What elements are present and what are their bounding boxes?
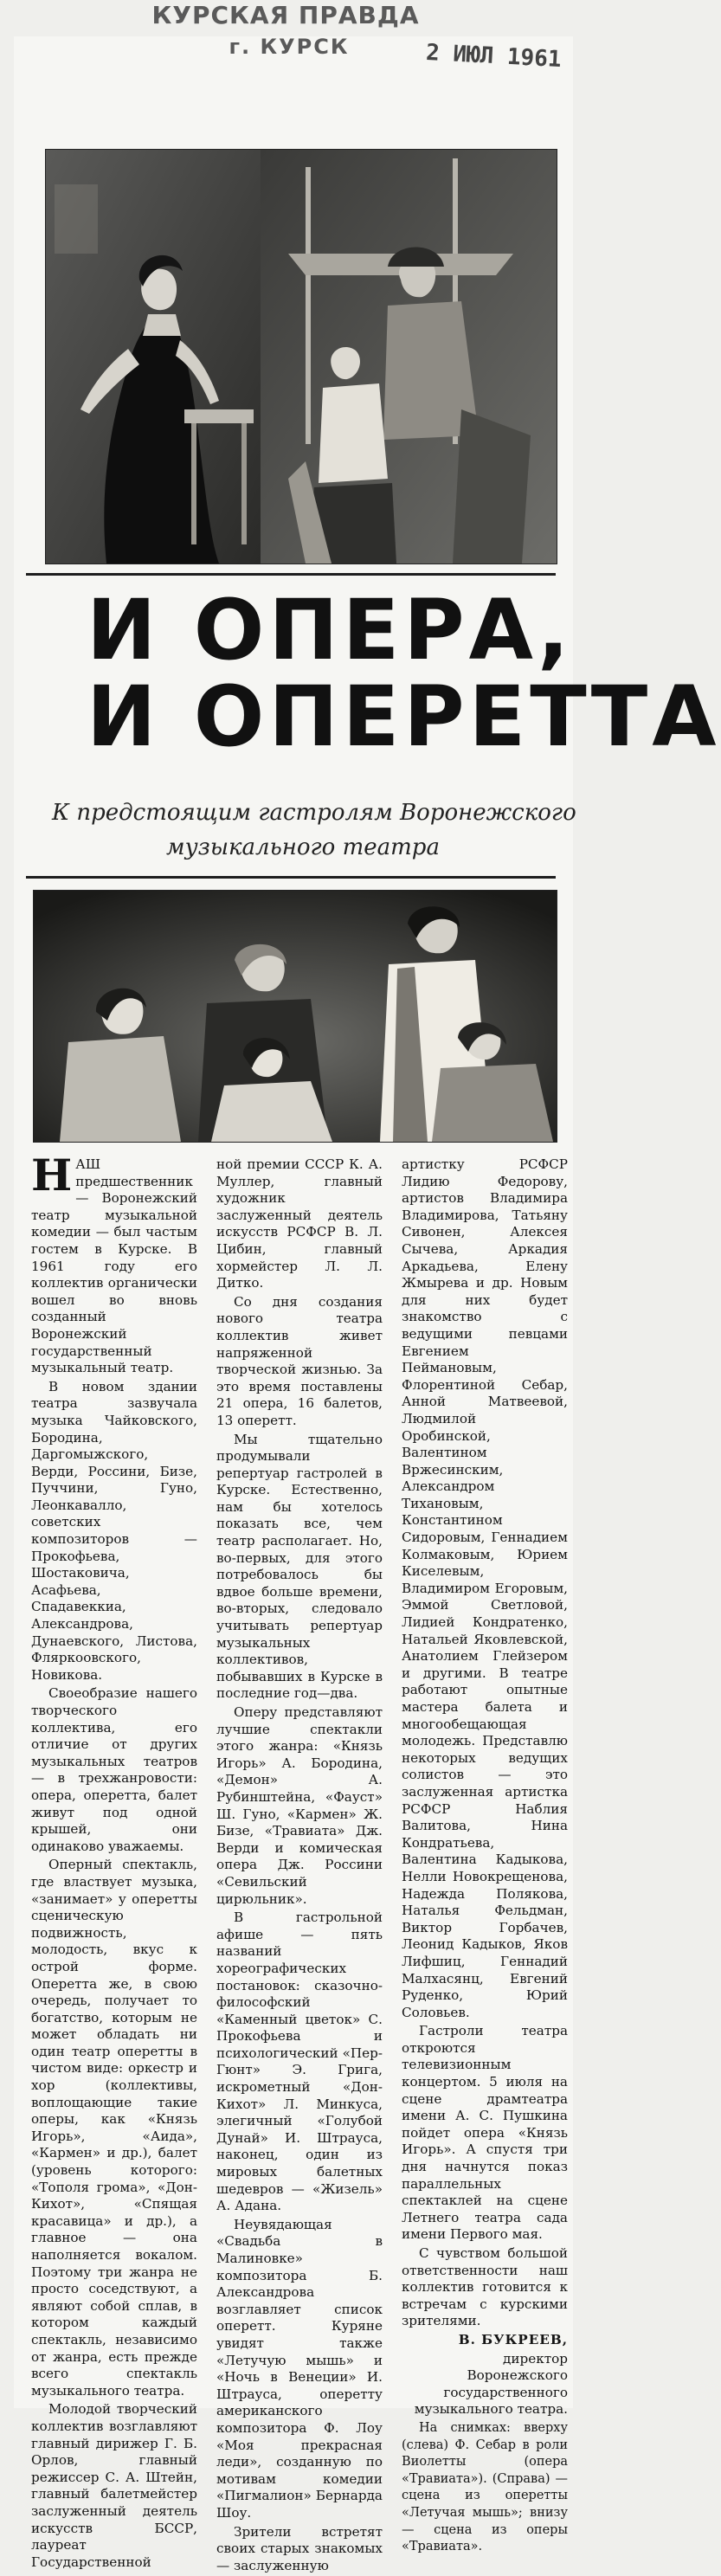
- ensemble-photo: [33, 890, 557, 1143]
- paragraph: Мы тщательно продумывали репертуар гастролей в Курске. Естественно, нам бы хотелось показать все, чем театр располагает. Но, во-первых, для этого потребовалось бы вдвое больше времени, во-вторых, следовало учитывать репертуар музыкальных коллективов, побывавших в Курске в последние год—два.: [216, 1431, 383, 1702]
- paragraph: Со дня создания нового театра коллектив живет напряженной творческой жизнью. За это время поставлены 21 опера, 16 балетов, 13 оперетт.: [216, 1293, 383, 1428]
- paragraph: Зрители встретят своих старых знакомых — заслуженную: [216, 2523, 383, 2573]
- newspaper-city: г. КУРСК: [229, 35, 350, 59]
- article-column-1: [31, 1150, 197, 2573]
- date-stamp: 2 ИЮЛ 1961: [425, 39, 563, 74]
- drop-cap: Н: [31, 1150, 73, 1201]
- divider-top: [26, 573, 556, 576]
- paragraph: артистку РСФСР Лидию Федорову, артистов Владимира Владимирова, Татьяну Сивонен, Алексея Сычева, Аркадия Аркадьева, Елену Жмырева и др. Новым для них будет знакомство с ведущими певцами Евгением Пеймановым, Флорентиной Себар, Анной Матвеевой, Людмилой Оробинской, Валентином Вржесинским, Александром Тихановым, Константином Сидоровым, Геннадием Колмаковым, Юрием Киселевым, Владимиром Егоровым, Эммой Светловой, Лидией Кондратенко, Натальей Яковлевской, Анатолием Глейзером и другими. В театре работают опытные мастера балета и многообещающая молодежь. Представлю некоторых ведущих солистов — это заслуженная артистка РСФСР Наблия Валитова, Нина Кондратьева, Валентина Кадыкова, Нелли Новокрещенова, Надежда Полякова, Наталья Фельдман, Виктор Горбачев, Леонид Кадыков, Яков Лифшиц, Геннадий Малхасянц, Евгений Руденко, Юрий Соловьев.: [402, 1156, 568, 2020]
- paragraph-text: АШ предшественник — Воронежский театр музыкальной комедии — был частым гостем в Курске. В 1961 году его коллектив органически вошел во вновь созданный Воронежский государственный музыкальный театр.: [31, 1156, 197, 1376]
- newspaper-name: КУРСКАЯ ПРАВДА: [151, 1, 420, 29]
- author-signature: В. БУКРЕЕВ,: [458, 2331, 568, 2347]
- paragraph: ной премии СССР К. А. Муллер, главный художник заслуженный деятель искусств РСФСР В. Л. Цибин, главный хормейстер Л. Л. Дитко.: [216, 1156, 383, 1291]
- author-position: директор Воронежского государственного музыкального театра.: [414, 2350, 568, 2418]
- headline-line-1: И ОПЕРА,: [87, 582, 574, 679]
- headline-line-2: И ОПЕРЕТТА: [87, 668, 721, 765]
- paragraph: Оперу представляют лучшие спектакли этого жанра: «Князь Игорь» А. Бородина, «Демон» А. Рубинштейна, «Фауст» Ш. Гуно, «Кармен» Ж. Бизе, «Травиата» Дж. Верди и комическая опера Дж. Россини «Севильский цирюльник».: [216, 1704, 383, 1907]
- photo-caption: На снимках: вверху (слева) Ф. Себар в роли Виолетты (опера «Травиата»). (Справа) — сцена из оперетты «Летучая мышь»; внизу — сцена из оперы «Травиата».: [402, 2420, 568, 2554]
- subtitle-line-2: музыкального театра: [166, 834, 440, 860]
- divider-bottom: [26, 876, 556, 879]
- subtitle-line-1: К предстоящим гастролям Воронежского: [52, 800, 576, 826]
- paragraph: В новом здании театра зазвучала музыка Чайковского, Бородина, Даргомыжского, Верди, Россини, Бизе, Пуччини, Гуно, Леонкавалло, советских композиторов — Прокофьева, Шостаковича, Асафьева, Спадавеккиа, Александрова, Дунаевского, Листова, Фляркоовского, Новикова.: [31, 1378, 197, 1683]
- paragraph: Своеобразие нашего творческого коллектива, его отличие от других музыкальных театров — в трехжанровости: опера, оперетта, балет живут под одной крышей, они одинаково уважаемы.: [31, 1685, 197, 1854]
- paragraph: [31, 1150, 197, 1377]
- article-column-2: [216, 1156, 383, 2576]
- paragraph: Неувядающая «Свадьба в Малиновке» композитора Б. Александрова возглавляет список оперетт. Куряне увидят также «Летучую мышь» и «Ночь в Венеции» И. Штрауса, оперетту американского композитора Ф. Лоу «Моя прекрасная леди», созданную по мотивам комедии «Пигмалион» Бернарда Шоу.: [216, 2216, 383, 2521]
- paragraph: Гастроли театра откроются телевизионным концертом. 5 июля на сцене драмтеатра имени А. С. Пушкина пойдет опера «Князь Игорь». А спустя три дня начнутся показ параллельных спектаклей на сцене Летнего театра сада имени Первого мая.: [402, 2023, 568, 2243]
- paragraph: С чувством большой ответственности наш коллектив готовится к встречам с курскими зрителями.: [402, 2245, 568, 2329]
- paragraph: Оперный спектакль, где властвует музыка, «занимает» у оперетты сценическую подвижность, молодость, вкус к острой форме. Оперетта же, в свою очередь, получает то богатство, которым не может обладать ни один театр оперетты в чистом виде: оркестр и хор (коллективы, воплощающие такие оперы, как «Князь Игорь», «Аида», «Кармен» и др.), балет (уровень которого: «Тополя грома», «Дон-Кихот», «Спящая красавица» и др.), а главное — она наполняется вокалом. Поэтому три жанра не просто соседствуют, а являют собой сплав, в котором каждый спектакль, независимо от жанра, есть прежде всего спектакль музыкального театра.: [31, 1857, 197, 2399]
- paragraph: В гастрольной афише — пять названий хореографических постановок: сказочно-философский «Каменный цветок» С. Прокофьева и психологический «Пер-Гюнт» Э. Грига, искрометный «Дон-Кихот» Л. Минкуса, элегичный «Голубой Дунай» И. Штрауса, наконец, один из мировых балетных шедевров — «Жизель» А. Адана.: [216, 1909, 383, 2214]
- top-photo: [45, 149, 557, 564]
- article-column-3: [402, 1156, 568, 2558]
- paragraph: Молодой творческий коллектив возглавляют главный дирижер Г. Б. Орлов, главный режиссер С. А. Штейн, главный балетмейстер заслуженный деятель искусств БССР, лауреат Государственной: [31, 2401, 197, 2570]
